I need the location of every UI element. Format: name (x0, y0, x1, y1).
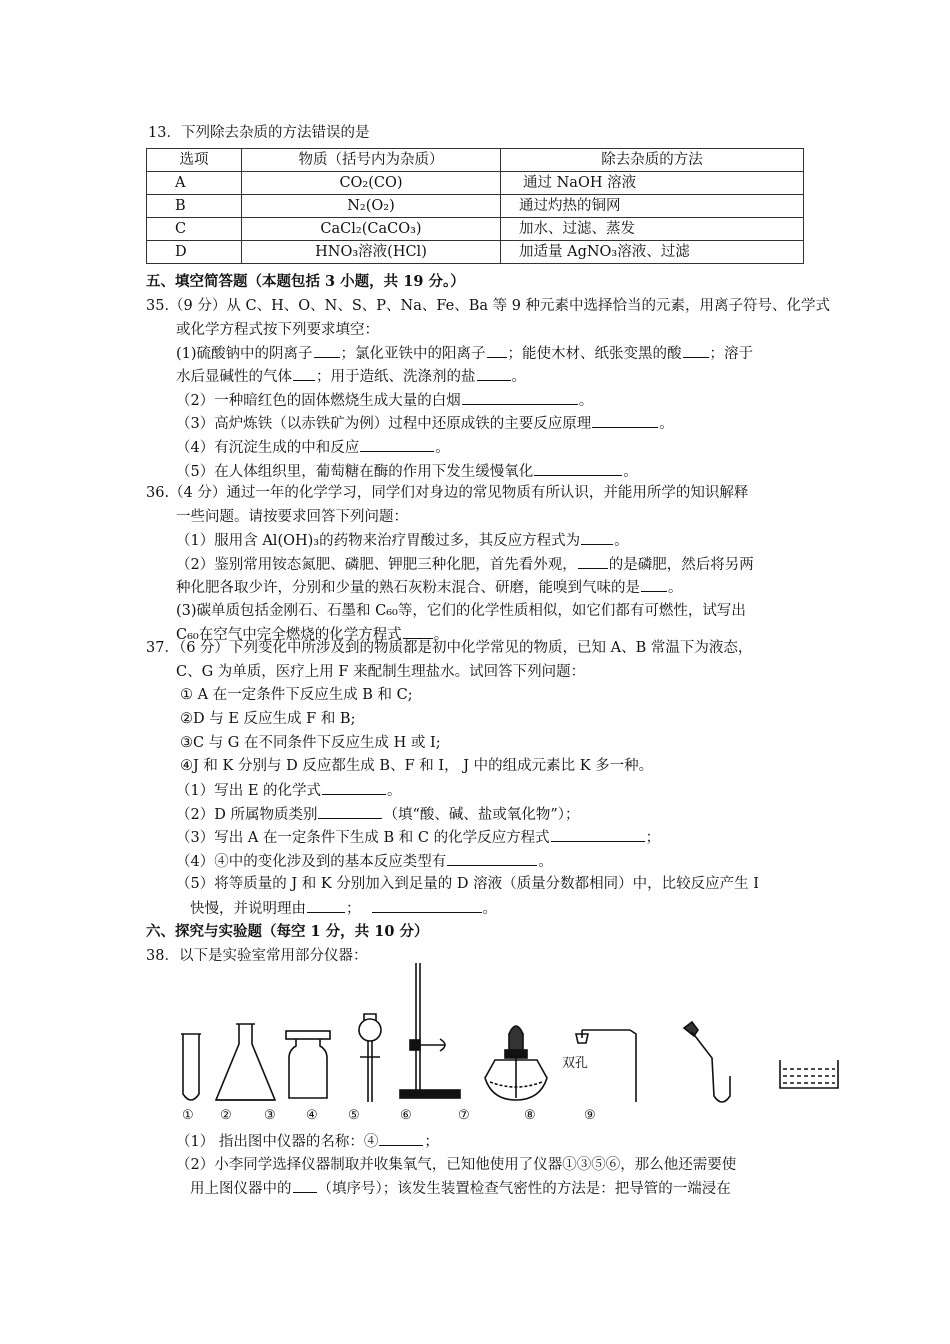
answer-blank[interactable] (293, 366, 315, 381)
answer-blank[interactable] (403, 624, 433, 639)
q36-line1: 36.（4 分）通过一年的化学学习，同学们对身边的常见物质有所认识，并能用所学的知识解释 (146, 485, 749, 501)
q37-line3: ① A 在一定条件下反应生成 B 和 C; (180, 687, 413, 703)
label-7: ⑦ (458, 1108, 470, 1123)
punct: 。 (614, 533, 629, 549)
q38-2: 用上图仪器中的 (190, 1181, 292, 1197)
conical-flask-icon (216, 1024, 275, 1100)
row-substance: HNO₃溶液(HCl) (242, 241, 501, 264)
q36-line4 (176, 554, 754, 575)
q35-line1: 35.（9 分）从 C、H、O、N、S、P、Na、Fe、Ba 等 9 种元素中选择恰当的元素，用离子符号、化学式 (146, 298, 831, 314)
punct: 。 (623, 464, 638, 480)
q36-3: C₆₀在空气中完全燃烧的化学方程式 (176, 627, 402, 643)
q37-4: （4）④中的变化涉及到的基本反应类型有 (176, 854, 447, 870)
q38-line2 (176, 1131, 439, 1152)
q35-line4 (176, 366, 526, 387)
q35-1d: ；溶于 (709, 346, 754, 362)
header-option: 选项 (147, 149, 242, 172)
row-option: D (147, 241, 242, 264)
separatory-funnel-icon (359, 1014, 381, 1102)
water-trough-icon (780, 1060, 838, 1088)
q37-line7 (176, 780, 402, 801)
q36-line5 (176, 577, 683, 598)
q37-1: （1）写出 E 的化学式 (176, 783, 322, 799)
punct: 。 (387, 783, 402, 799)
row-method: 通过灼热的铜网 (501, 195, 804, 218)
row-option: A (147, 172, 242, 195)
double-hole-label: 双孔 (562, 1056, 589, 1071)
row-option: B (147, 195, 242, 218)
table-row (147, 172, 804, 195)
label-6: ⑥ (400, 1108, 412, 1123)
q37-2: （2）D 所属物质类别 (176, 807, 318, 823)
table-row (147, 195, 804, 218)
answer-blank[interactable] (534, 461, 622, 476)
punct: 。 (433, 627, 449, 643)
q13-table (146, 148, 804, 264)
q36-line2: 一些问题。请按要求回答下列问题： (176, 509, 408, 525)
q37-line1: 37．（6 分）下列变化中所涉及到的物质都是初中化学常见的物质，已知 A、B 常温下为液态， (146, 640, 753, 656)
table-header-row (147, 149, 804, 172)
punct: ； (424, 1134, 439, 1150)
gas-jar-icon (286, 1031, 330, 1098)
iron-stand-icon (400, 963, 460, 1098)
section5-title: 五、填空简答题（本题包括 3 小题，共 19 分。） (146, 273, 465, 290)
q35-line7 (176, 437, 450, 458)
q35-line3 (176, 343, 753, 364)
q36-line3 (176, 530, 629, 551)
row-substance: CO₂(CO) (242, 172, 501, 195)
q37-line2: C、G 为单质，医疗上用 F 来配制生理盐水。试回答下列问题： (176, 664, 586, 680)
answer-blank[interactable] (307, 898, 345, 913)
alcohol-lamp-icon (485, 1026, 547, 1100)
q36-1: （1）服用含 Al(OH)₃的药物来治疗胃酸过多，其反应方程式为 (176, 533, 581, 549)
row-substance: CaCl₂(CaCO₃) (242, 218, 501, 241)
answer-blank[interactable] (487, 343, 507, 358)
q37-5: 快慢，并说明理由 (190, 901, 306, 917)
answer-blank[interactable] (551, 827, 645, 842)
punct: 。 (578, 393, 594, 409)
punct: 。 (668, 580, 683, 596)
row-substance: N₂(O₂) (242, 195, 501, 218)
label-3: ③ (264, 1108, 276, 1123)
q38-line3: （2）小李同学选择仪器制取并收集氧气，已知他使用了仪器①③⑤⑥，那么他还需要使 (176, 1157, 737, 1173)
answer-blank[interactable] (641, 577, 667, 592)
q37-3: （3）写出 A 在一定条件下生成 B 和 C 的化学反应方程式 (176, 830, 550, 846)
q38-line4 (190, 1178, 731, 1199)
section6-title: 六、探究与实验题（每空 1 分，共 10 分） (146, 923, 429, 940)
answer-blank[interactable] (447, 851, 537, 866)
label-4: ④ (306, 1108, 318, 1123)
q35-1b: ；氯化亚铁中的阳离子 (340, 346, 486, 362)
label-8: ⑧ (524, 1108, 536, 1123)
answer-blank[interactable] (314, 343, 340, 358)
q35-1c: ；能使木材、纸张变黑的酸 (507, 346, 682, 362)
q35-3: （3）高炉炼铁（以赤铁矿为例）过程中还原成铁的主要反应原理 (176, 416, 592, 432)
q35-line2: 或化学方程式按下列要求填空： (176, 322, 379, 338)
label-2: ② (220, 1108, 232, 1123)
punct: ； (346, 901, 361, 917)
label-5: ⑤ (348, 1108, 360, 1123)
q37-line12 (190, 898, 497, 919)
answer-blank[interactable] (683, 343, 709, 358)
q37-line8 (176, 804, 580, 825)
q35-4: （4）有沉淀生成的中和反应 (176, 440, 360, 456)
row-method: 加适量 AgNO₃溶液、过滤 (501, 241, 804, 264)
header-method: 除去杂质的方法 (501, 149, 804, 172)
table-row (147, 218, 804, 241)
q13-title: 13．下列除去杂质的方法错误的是 (148, 125, 370, 141)
q37-line5: ③C 与 G 在不同条件下反应生成 H 或 I; (180, 735, 441, 751)
answer-blank[interactable] (372, 898, 482, 913)
q35-1e: 水后显碱性的气体 (176, 369, 292, 385)
q35-1g: 。 (511, 369, 526, 385)
answer-blank[interactable] (322, 780, 386, 795)
q38-line1: 38．以下是实验室常用部分仪器： (146, 948, 368, 964)
q36-2c: 种化肥各取少许，分别和少量的熟石灰粉末混合、研磨，能嗅到气味的是 (176, 580, 640, 596)
q35-line8 (176, 461, 638, 482)
punct: 。 (538, 854, 553, 870)
q35-1a: (1)硫酸钠中的阴离子 (176, 346, 313, 362)
answer-blank[interactable] (293, 1178, 317, 1193)
q37-2e: （填“酸、碱、盐或氧化物”）； (383, 807, 580, 823)
header-substance: 物质（括号内为杂质） (242, 149, 501, 172)
punct: 。 (482, 901, 497, 917)
test-tube-icon (181, 1034, 201, 1100)
q38-2e: （填序号）；该发生装置检查气密性的方法是：把导管的一端浸在 (317, 1181, 731, 1197)
q37-line11: （5）将等质量的 J 和 K 分别加入到足量的 D 溶液（质量分数都相同）中，比较反应产生 I (176, 876, 759, 892)
q36-line6: (3)碳单质包括金刚石、石墨和 C₆₀等，它们的化学性质相似，如它们都有可燃性，试写出 (176, 603, 746, 619)
q37-line6: ④J 和 K 分别与 D 反应都生成 B、F 和 I， J 中的组成元素比 K 多一种。 (180, 758, 654, 774)
table-row (147, 241, 804, 264)
q35-1f: ；用于造纸、洗涤剂的盐 (316, 369, 476, 385)
q35-5: （5）在人体组织里，葡萄糖在酶的作用下发生缓慢氧化 (176, 464, 534, 480)
q36-2a: （2）鉴别常用铵态氮肥、磷肥、钾肥三种化肥，首先看外观， (176, 557, 577, 573)
q37-line4: ②D 与 E 反应生成 F 和 B; (180, 711, 356, 727)
q35-line5 (176, 390, 593, 411)
answer-blank[interactable] (379, 1131, 423, 1146)
punct: 。 (435, 440, 450, 456)
q37-line9 (176, 827, 660, 848)
q35-2: （2）一种暗红色的固体燃烧生成大量的白烟 (176, 393, 461, 409)
label-9: ⑨ (584, 1108, 596, 1123)
answer-blank[interactable] (578, 554, 608, 569)
row-method: 加水、过滤、蒸发 (501, 218, 804, 241)
label-1: ① (182, 1108, 194, 1123)
answer-blank[interactable] (360, 437, 434, 452)
answer-blank[interactable] (477, 366, 511, 381)
answer-blank[interactable] (592, 413, 658, 428)
row-option: C (147, 218, 242, 241)
delivery-tube-icon (684, 1022, 730, 1102)
answer-blank[interactable] (318, 804, 382, 819)
punct: ； (645, 830, 661, 846)
answer-blank[interactable] (581, 530, 613, 545)
punct: 。 (659, 416, 674, 432)
q35-line6 (176, 413, 674, 434)
answer-blank[interactable] (462, 390, 578, 405)
q36-2b: 的是磷肥，然后将另两 (608, 557, 754, 573)
q37-line10 (176, 851, 553, 872)
q38-1: （1） 指出图中仪器的名称：④ (176, 1134, 379, 1150)
row-method: 通过 NaOH 溶液 (501, 172, 804, 195)
